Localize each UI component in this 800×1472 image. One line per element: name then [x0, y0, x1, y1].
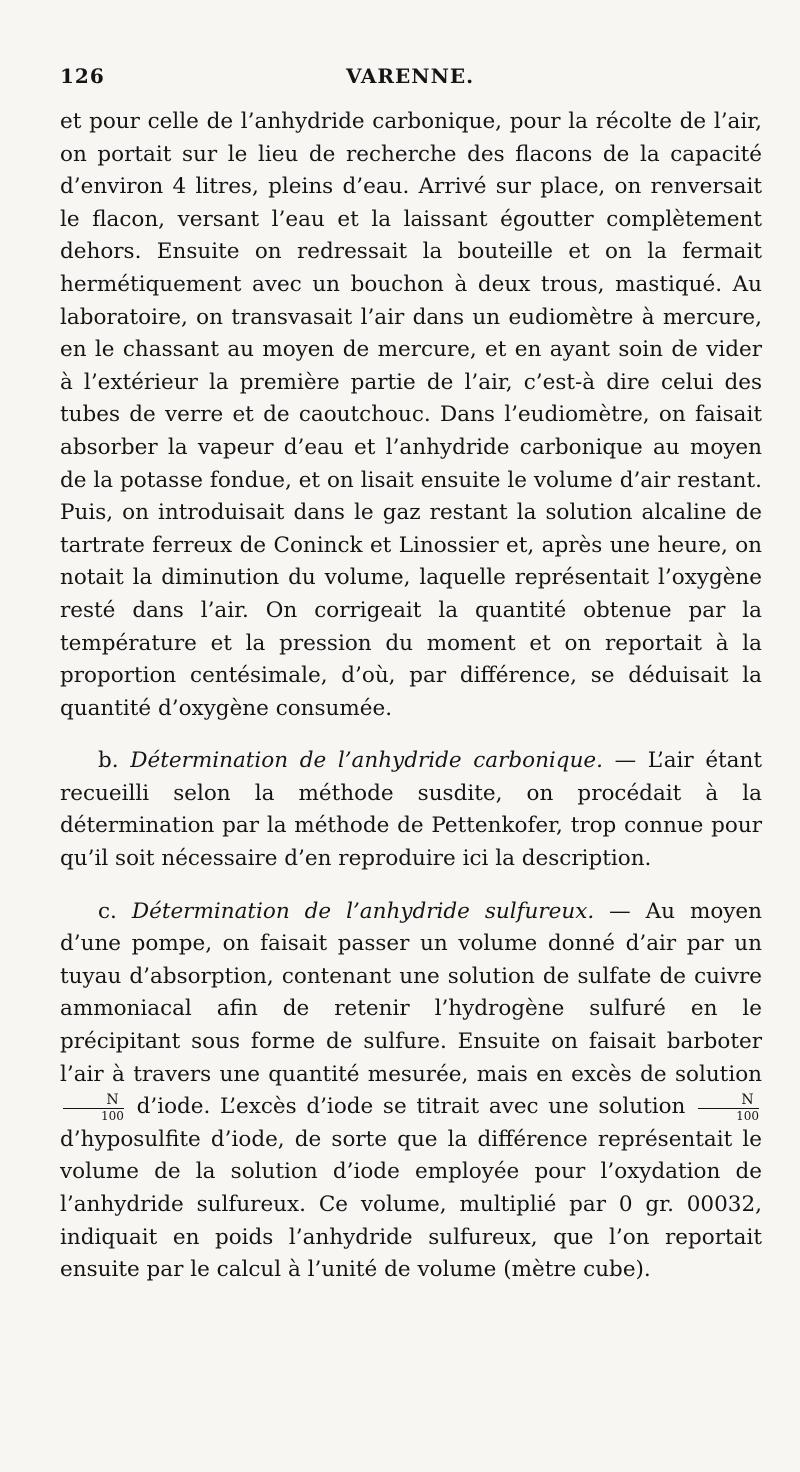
section-text-sulfurous-c: d’hyposulfite d’iode, de sorte que la différence représentait le volume de la solution d’iode employée pour l’oxydation de l’anhydride sulfureux. Ce volume, multiplié par 0 gr. 00032, indiquait en poids l’anhydride sulfureux, que l’on reportait ensuite par le calcul à l’unité de volume (mètre cube). [60, 1126, 762, 1283]
fraction-numerator: N [106, 1091, 119, 1108]
paragraph-oxygen: et pour celle de l’anhydride carbonique, pour la récolte de l’air, on portait sur le lieu de recherche des flacons de la capacité d’environ 4 litres, pleins d’eau. Arrivé sur place, on renversait le flacon, versant l’eau et la laissant égoutter complètement dehors. Ensuite on redressait la bouteille et on la fermait hermétiquement avec un bouchon à deux trous, mastiqué. Au laboratoire, on transvasait l’air dans un eudiomètre à mercure, en le chassant au moyen de mercure, et en ayant soin de vider à l’extérieur la première partie de l’air, c’est-à dire celui des tubes de verre et de caoutchouc. Dans l’eudiomètre, on faisait absorber la vapeur d’eau et l’anhydride carbonique au moyen de la potasse fondue, et on lisait ensuite le volume d’air restant. Puis, on introduisait dans le gaz restant la solution alcaline de tartrate ferreux de Coninck et Linossier et, après une heure, on notait la diminution du volume, laquelle représentait l’oxygène resté dans l’air. On corrigeait la quantité obtenue par la température et la pression du moment et on reportait à la proportion centésimale, d’où, par différence, se déduisait la quantité d’oxygène consumée. [60, 109, 762, 721]
body-text [60, 106, 762, 1287]
section-text-sulfurous-a: — Au moyen d’une pompe, on faisait passer un volume donné d’air par un tuyau d’absorption, contenant une solution de sulfate de cuivre ammoniacal afin de retenir l’hydrogène sulfuré en le précipitant sous forme de sulfure. Ensuite on faisait barboter l’air à travers une quantité mesurée, mais en excès de solution [60, 898, 763, 1087]
section-text-carbonic: — L’air étant recueilli selon la méthode susdite, on procédait à la détermination par la méthode de Pettenkofer, trop connue pour qu’il soit nécessaire d’en reproduire ici la description. [60, 748, 762, 872]
section-title-carbonic: Détermination de l’anhydride carbonique. [130, 748, 603, 774]
running-title: VARENNE. [345, 64, 475, 88]
paragraph-carbonic [60, 745, 762, 875]
page-header [60, 64, 760, 98]
section-label-b: b. [98, 748, 119, 774]
fraction-denominator: 100 [736, 1108, 759, 1123]
section-title-sulfurous: Détermination de l’anhydride sulfureux. [131, 898, 595, 924]
fraction-numerator: N [741, 1091, 754, 1108]
section-text-sulfurous-b: d’iode. L’excès d’iode se titrait avec une solution [136, 1094, 686, 1120]
page-number: 126 [60, 64, 105, 88]
section-label-c: c. [98, 898, 117, 924]
fraction-denominator: 100 [101, 1108, 124, 1123]
paragraph-sulfurous [60, 896, 762, 1287]
fraction-n-over-100 [698, 1093, 759, 1122]
fraction-n-over-100 [63, 1093, 124, 1122]
